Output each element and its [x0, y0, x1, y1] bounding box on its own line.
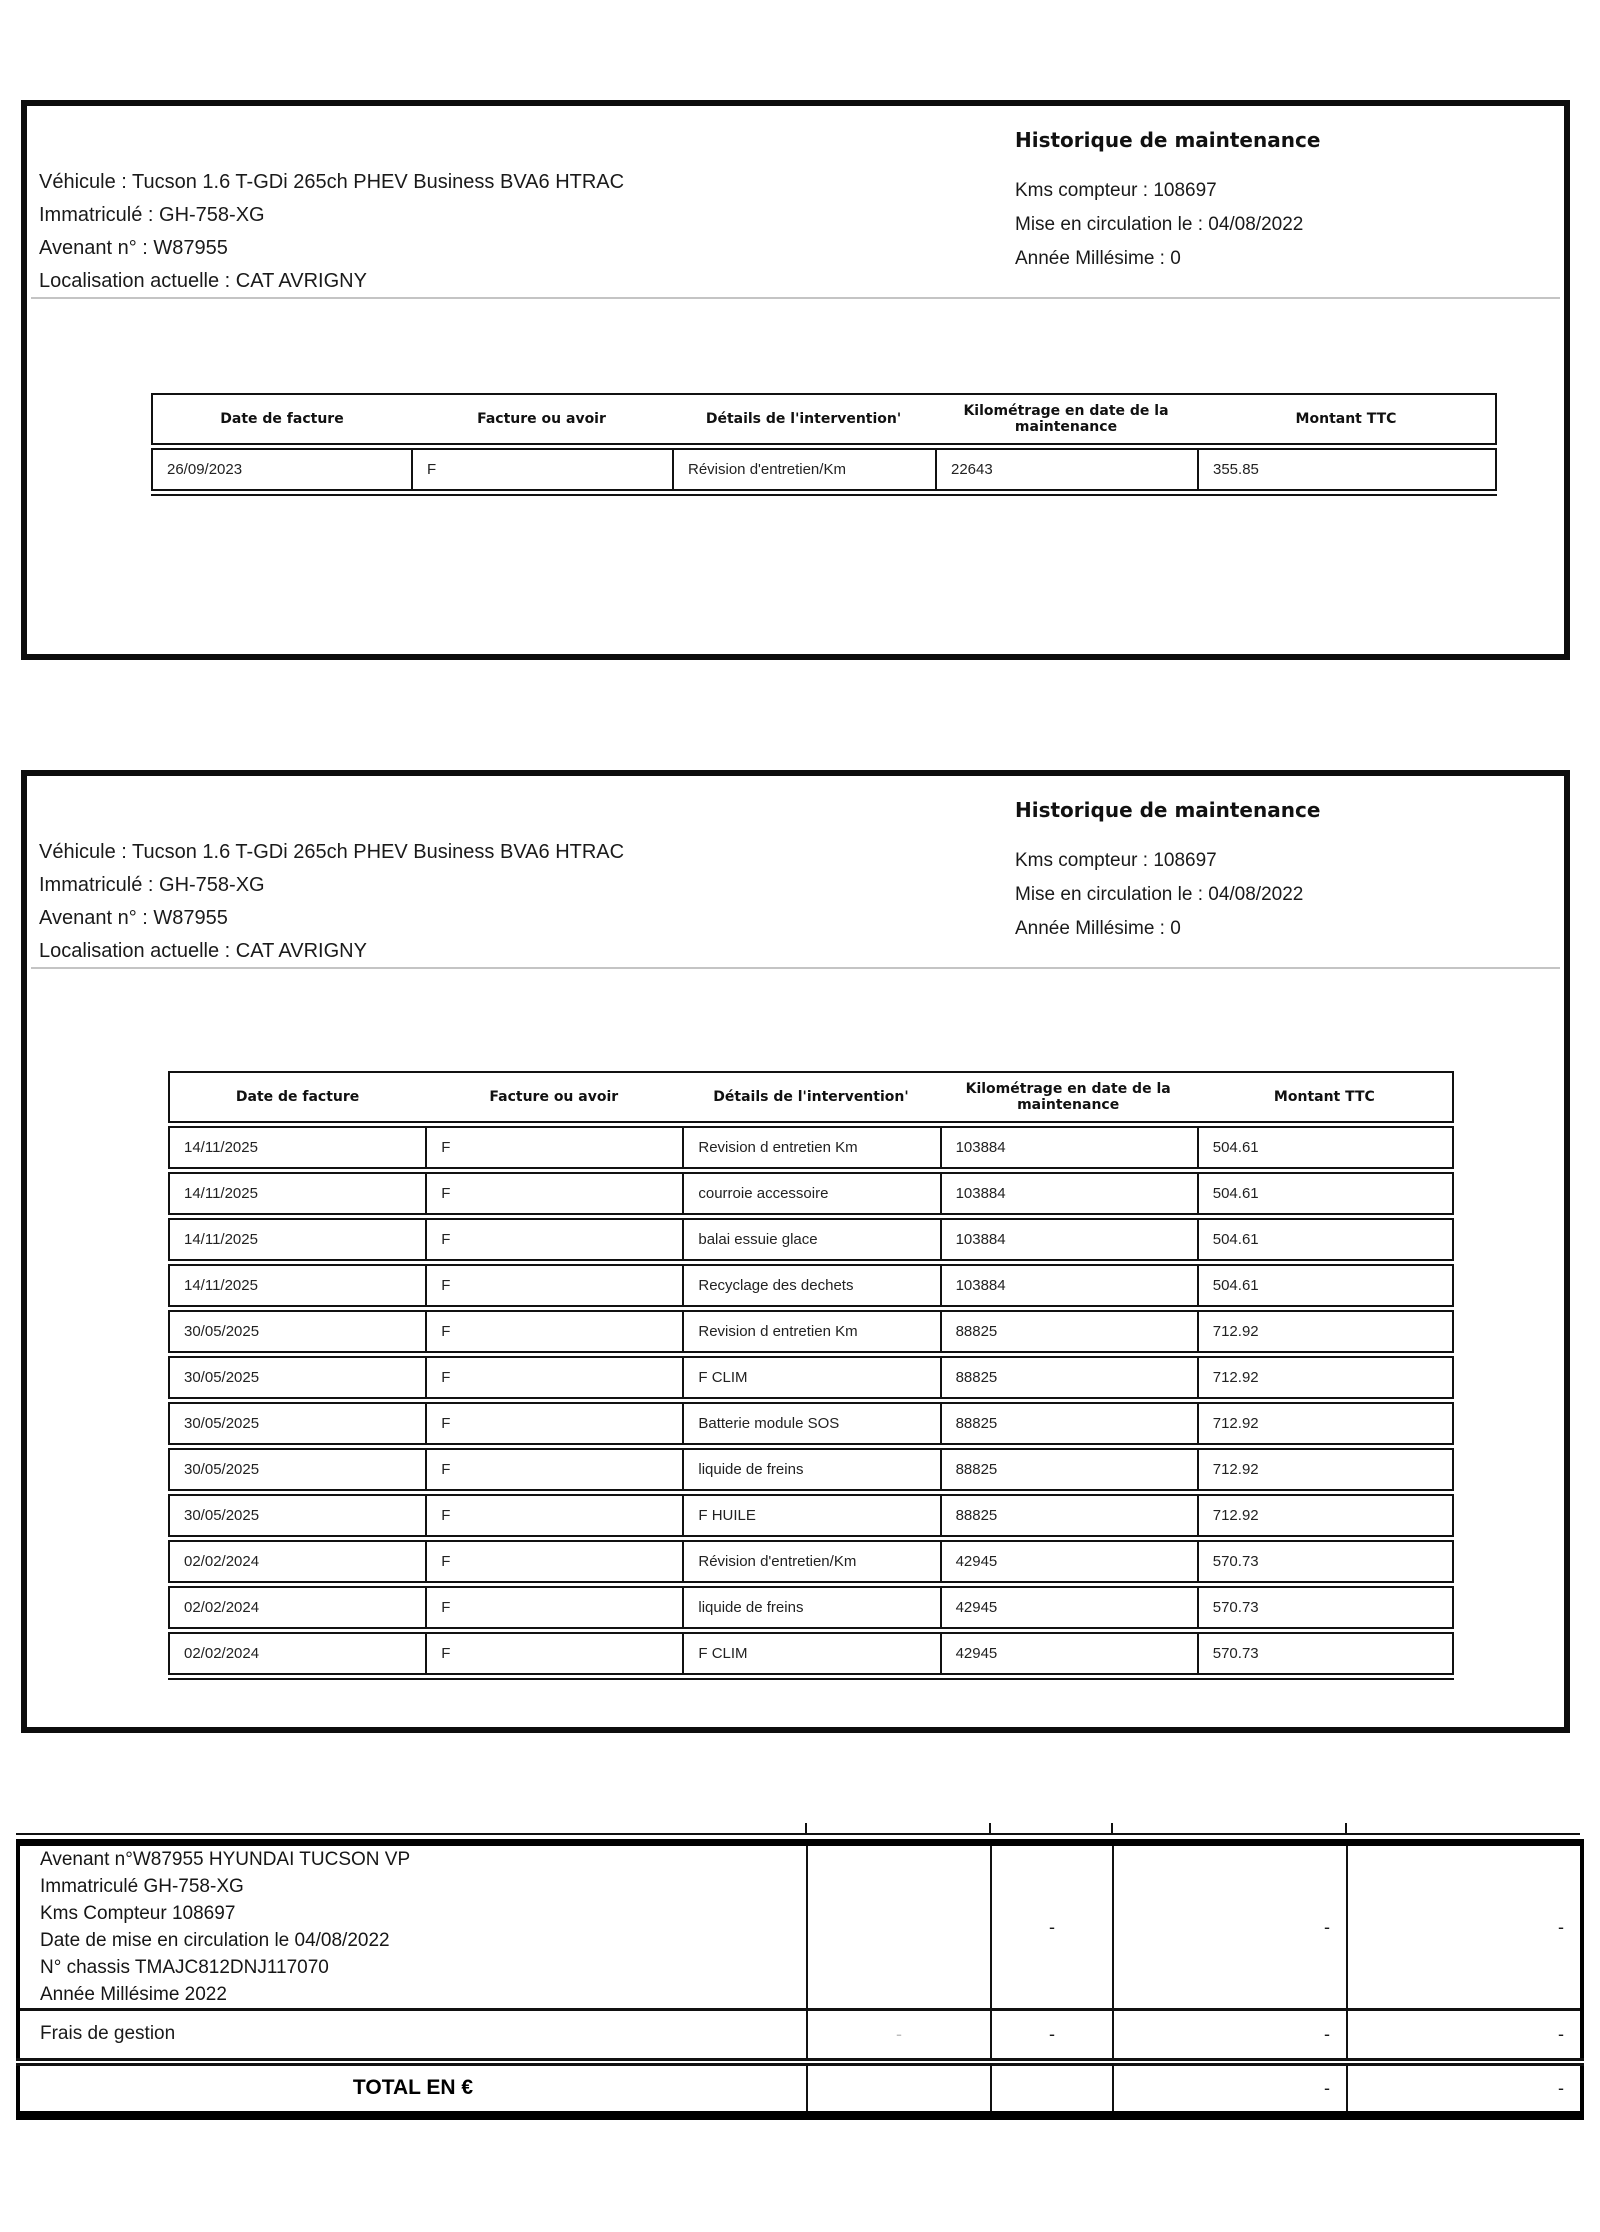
vehicle-info-block [39, 836, 624, 968]
dash-value: - [991, 1843, 1113, 2010]
table-cell: Revision d entretien Km [682, 1126, 939, 1169]
summary-frais-row [18, 2010, 1582, 2062]
table-cell: balai essuie glace [682, 1218, 939, 1261]
table-cell: 88825 [940, 1402, 1197, 1445]
table-row [168, 1172, 1454, 1215]
column-stub [989, 1823, 991, 1833]
table-cell: F [425, 1540, 682, 1583]
localisation-line: Localisation actuelle : CAT AVRIGNY [39, 940, 367, 962]
dash-value: - [1113, 2062, 1347, 2116]
immatriculation-line: Immatriculé : GH-758-XG [39, 874, 265, 896]
table-cell: 504.61 [1197, 1126, 1454, 1169]
col-facture-ou-avoir: Facture ou avoir [411, 393, 672, 445]
table-cell: 712.92 [1197, 1310, 1454, 1353]
table-cell: 42945 [940, 1586, 1197, 1629]
table-cell: F [425, 1586, 682, 1629]
table-cell: F [425, 1632, 682, 1675]
table-cell: F [425, 1126, 682, 1169]
table-cell: 02/02/2024 [168, 1540, 425, 1583]
table-cell: 30/05/2025 [168, 1402, 425, 1445]
table-cell: 14/11/2025 [168, 1126, 425, 1169]
table-bottom-line [168, 1678, 1454, 1680]
table-cell: 42945 [940, 1540, 1197, 1583]
table-cell: Revision d entretien Km [682, 1310, 939, 1353]
vehicle-line: Véhicule : Tucson 1.6 T-GDi 265ch PHEV Business BVA6 HTRAC [39, 841, 625, 863]
table-cell: 30/05/2025 [168, 1356, 425, 1399]
table-cell: F [425, 1448, 682, 1491]
col-date-de-facture: Date de facture [168, 1071, 425, 1123]
empty-cell [991, 2062, 1113, 2116]
empty-cell [807, 1843, 991, 2010]
table-cell: 22643 [935, 448, 1197, 491]
vehicle-line: Véhicule : Tucson 1.6 T-GDi 265ch PHEV Business BVA6 HTRAC [39, 171, 625, 193]
dash-value: - [1347, 2062, 1582, 2116]
vehicle-info-block [39, 166, 624, 298]
table-row [168, 1402, 1454, 1445]
table-header-row [151, 393, 1497, 445]
table-cell: 103884 [940, 1126, 1197, 1169]
maintenance-panel-2 [21, 770, 1570, 1733]
counter-info-block [1015, 128, 1320, 276]
maintenance-table-2 [168, 1068, 1454, 1683]
dash-value: - [991, 2010, 1113, 2062]
table-cell: Révision d'entretien/Km [682, 1540, 939, 1583]
dash-value: - [1347, 2010, 1582, 2062]
table-cell: 712.92 [1197, 1494, 1454, 1537]
kms-line: Kms compteur : 108697 [1015, 850, 1217, 871]
summary-chassis-line: N° chassis TMAJC812DNJ117070 [40, 1957, 329, 1978]
table-cell: Recyclage des dechets [682, 1264, 939, 1307]
col-kilometrage: Kilométrage en date de la maintenance [940, 1071, 1197, 1123]
column-stub [805, 1823, 807, 1833]
col-details-intervention: Détails de l'intervention' [682, 1071, 939, 1123]
total-en-euro-label: TOTAL EN € [352, 2076, 474, 2100]
table-cell: 504.61 [1197, 1218, 1454, 1261]
summary-avenant-line: Avenant n°W87955 HYUNDAI TUCSON VP [40, 1849, 411, 1870]
summary-table [16, 1839, 1584, 2120]
col-date-de-facture: Date de facture [151, 393, 411, 445]
table-cell: F [425, 1356, 682, 1399]
table-cell: 103884 [940, 1264, 1197, 1307]
table-bottom-line [151, 494, 1497, 496]
summary-kms-line: Kms Compteur 108697 [40, 1903, 236, 1924]
table-cell: 88825 [940, 1356, 1197, 1399]
table-cell: F [411, 448, 672, 491]
counter-info-block [1015, 798, 1320, 946]
kms-line: Kms compteur : 108697 [1015, 180, 1217, 201]
table-cell: 88825 [940, 1448, 1197, 1491]
summary-top-rule [16, 1833, 1580, 1835]
localisation-line: Localisation actuelle : CAT AVRIGNY [39, 270, 367, 292]
table-cell: 30/05/2025 [168, 1310, 425, 1353]
table-cell: 570.73 [1197, 1586, 1454, 1629]
summary-immatriculation-line: Immatriculé GH-758-XG [40, 1876, 244, 1897]
table-cell: F HUILE [682, 1494, 939, 1537]
table-cell: F [425, 1264, 682, 1307]
table-cell: F [425, 1172, 682, 1215]
summary-total-row [18, 2062, 1582, 2116]
col-montant-ttc: Montant TTC [1197, 393, 1497, 445]
col-kilometrage: Kilométrage en date de la maintenance [935, 393, 1197, 445]
summary-millesime-line: Année Millésime 2022 [40, 1984, 227, 2005]
table-cell: 42945 [940, 1632, 1197, 1675]
table-row [168, 1356, 1454, 1399]
table-cell: 30/05/2025 [168, 1448, 425, 1491]
column-stub [1111, 1823, 1113, 1833]
table-cell: 504.61 [1197, 1264, 1454, 1307]
table-cell: courroie accessoire [682, 1172, 939, 1215]
panel-title: Historique de maintenance [1015, 798, 1321, 822]
frais-de-gestion-label: Frais de gestion [18, 2010, 807, 2062]
table-cell: 14/11/2025 [168, 1264, 425, 1307]
maintenance-panel-1 [21, 100, 1570, 660]
table-cell: 30/05/2025 [168, 1494, 425, 1537]
col-details-intervention: Détails de l'intervention' [672, 393, 935, 445]
header-divider [31, 967, 1560, 969]
summary-section [16, 1823, 1580, 2120]
table-cell: Révision d'entretien/Km [672, 448, 935, 491]
table-row [168, 1494, 1454, 1537]
table-row [168, 1264, 1454, 1307]
table-cell: 355.85 [1197, 448, 1497, 491]
dash-value: - [1347, 1843, 1582, 2010]
table-row [168, 1126, 1454, 1169]
table-cell: 02/02/2024 [168, 1632, 425, 1675]
circulation-line: Mise en circulation le : 04/08/2022 [1015, 884, 1304, 905]
table-cell: 26/09/2023 [151, 448, 411, 491]
table-cell: 712.92 [1197, 1448, 1454, 1491]
table-cell: F CLIM [682, 1632, 939, 1675]
table-cell: F [425, 1310, 682, 1353]
table-row [168, 1540, 1454, 1583]
header-divider [31, 297, 1560, 299]
avenant-line: Avenant n° : W87955 [39, 907, 228, 929]
avenant-line: Avenant n° : W87955 [39, 237, 228, 259]
millesime-line: Année Millésime : 0 [1015, 248, 1181, 269]
table-cell: 103884 [940, 1172, 1197, 1215]
table-cell: Batterie module SOS [682, 1402, 939, 1445]
table-cell: 570.73 [1197, 1540, 1454, 1583]
table-cell: 712.92 [1197, 1402, 1454, 1445]
panel-title: Historique de maintenance [1015, 128, 1321, 152]
table-cell: F CLIM [682, 1356, 939, 1399]
immatriculation-line: Immatriculé : GH-758-XG [39, 204, 265, 226]
table-cell: 14/11/2025 [168, 1172, 425, 1215]
table-header-row [168, 1071, 1454, 1123]
table-cell: 712.92 [1197, 1356, 1454, 1399]
table-cell: 14/11/2025 [168, 1218, 425, 1261]
table-cell: 88825 [940, 1310, 1197, 1353]
table-cell: F [425, 1402, 682, 1445]
table-cell: F [425, 1494, 682, 1537]
table-cell: 570.73 [1197, 1632, 1454, 1675]
table-cell: 02/02/2024 [168, 1586, 425, 1629]
summary-circulation-line: Date de mise en circulation le 04/08/2022 [40, 1930, 390, 1951]
column-stub [1345, 1823, 1347, 1833]
summary-vehicle-row [18, 1843, 1582, 2010]
dash-value: - [1113, 2010, 1347, 2062]
table-cell: 88825 [940, 1494, 1197, 1537]
table-row [168, 1448, 1454, 1491]
col-facture-ou-avoir: Facture ou avoir [425, 1071, 682, 1123]
table-row [168, 1632, 1454, 1675]
millesime-line: Année Millésime : 0 [1015, 918, 1181, 939]
maintenance-table-1 [151, 390, 1497, 499]
table-row [168, 1218, 1454, 1261]
col-montant-ttc: Montant TTC [1197, 1071, 1454, 1123]
table-cell: 504.61 [1197, 1172, 1454, 1215]
table-bottom-rule [151, 494, 1497, 496]
circulation-line: Mise en circulation le : 04/08/2022 [1015, 214, 1304, 235]
dash-value-faint: - [807, 2010, 991, 2062]
table-cell: F [425, 1218, 682, 1261]
table-bottom-rule [168, 1678, 1454, 1680]
empty-cell [807, 2062, 991, 2116]
table-row [168, 1586, 1454, 1629]
table-cell: 103884 [940, 1218, 1197, 1261]
table-row [151, 448, 1497, 491]
table-row [168, 1310, 1454, 1353]
table-cell: liquide de freins [682, 1448, 939, 1491]
table-cell: liquide de freins [682, 1586, 939, 1629]
summary-vehicle-cell [18, 1843, 807, 2010]
dash-value: - [1113, 1843, 1347, 2010]
